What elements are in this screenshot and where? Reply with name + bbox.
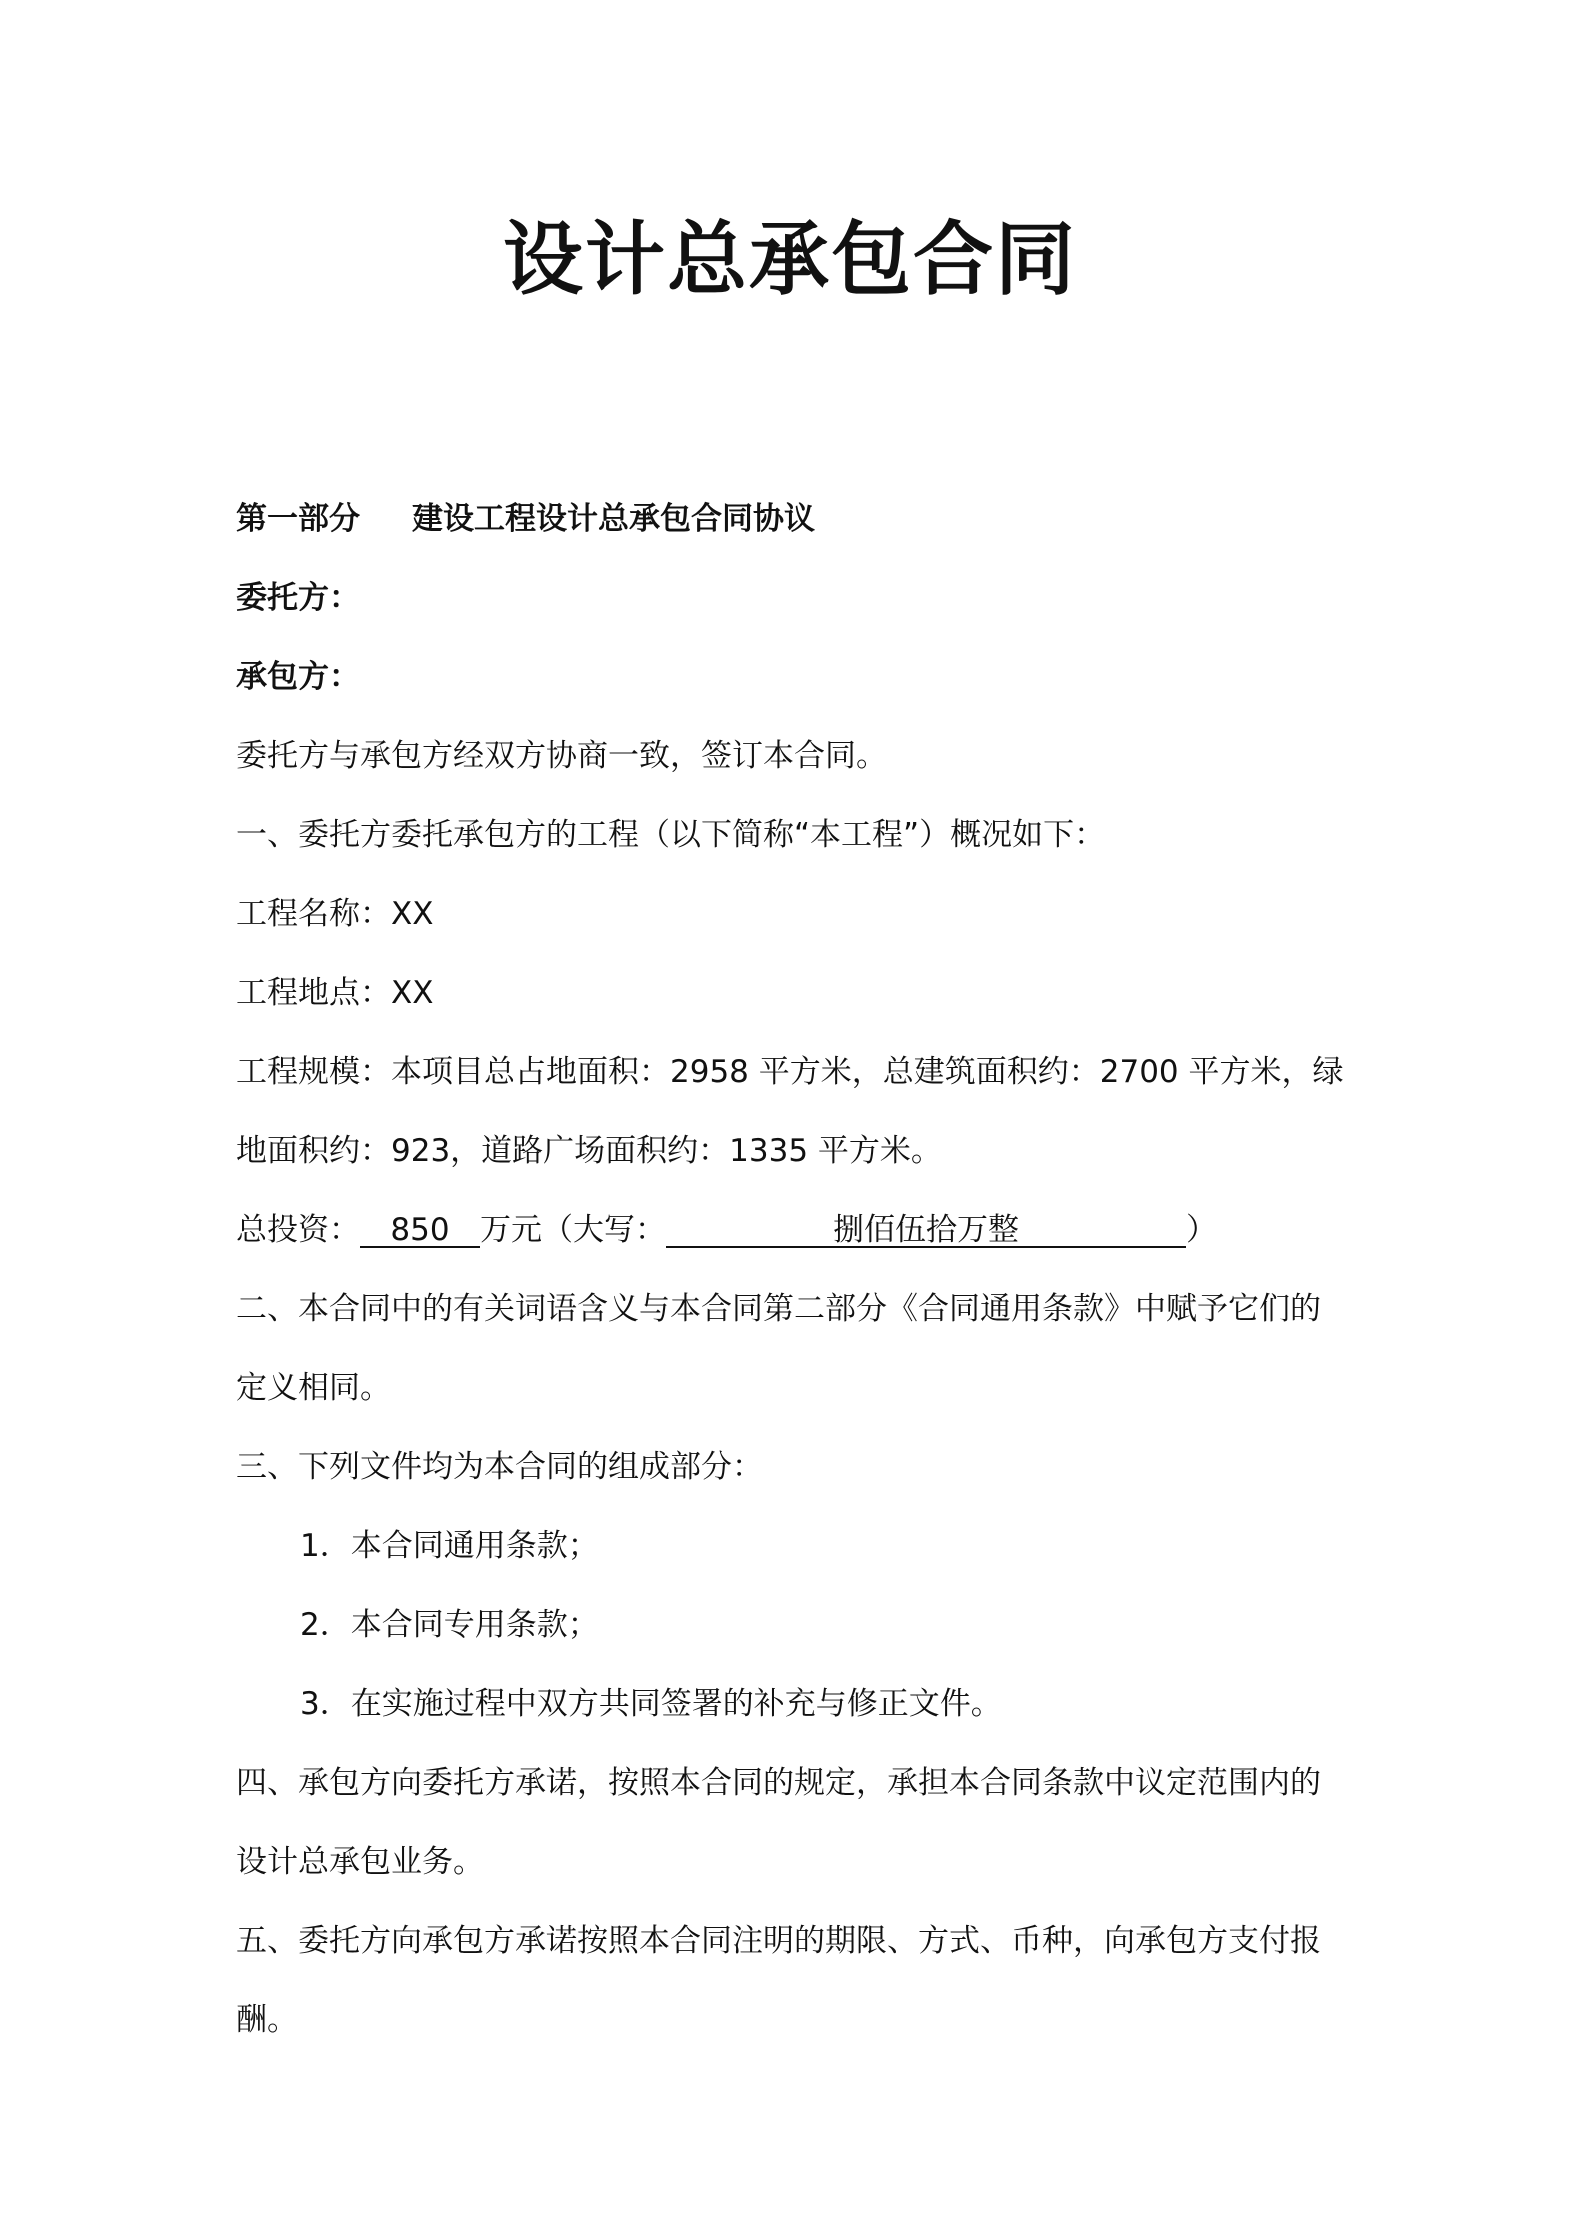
document-title: 设计总承包合同	[503, 213, 1077, 306]
project-name: 工程名称：XX	[236, 896, 434, 932]
project-scale-line-1: 工程规模：本项目总占地面积：2958 平方米，总建筑面积约：2700 平方米，绿	[236, 1054, 1344, 1090]
list-item: 2．本合同专用条款；	[300, 1607, 599, 1643]
clause-2-line-1: 二、本合同中的有关词语含义与本合同第二部分《合同通用条款》中赋予它们的	[236, 1291, 1321, 1327]
project-location: 工程地点：XX	[236, 975, 434, 1011]
clause-5-line-1: 五、委托方向承包方承诺按照本合同注明的期限、方式、币种，向承包方支付报	[236, 1923, 1321, 1959]
total-investment	[236, 1191, 1366, 1270]
project-scale-line-2: 地面积约：923，道路广场面积约：1335 平方米。	[236, 1133, 942, 1169]
clause-1-heading: 一、委托方委托承包方的工程（以下简称“本工程”）概况如下：	[236, 817, 1106, 853]
document-body	[236, 480, 1366, 2060]
investment-amount-field: 850	[360, 1214, 480, 1248]
investment-label: 总投资：	[236, 1212, 360, 1248]
clause-2-line-2: 定义相同。	[236, 1370, 391, 1406]
contractor-label: 承包方：	[236, 659, 360, 695]
clause-5-line-2: 酬。	[236, 2002, 298, 2038]
part-heading	[236, 480, 1366, 559]
list-item: 1．本合同通用条款；	[300, 1528, 599, 1564]
clause-4-line-2: 设计总承包业务。	[236, 1844, 484, 1880]
client-label: 委托方：	[236, 580, 360, 616]
clause-3-heading: 三、下列文件均为本合同的组成部分：	[236, 1449, 763, 1485]
part-title: 建设工程设计总承包合同协议	[412, 501, 815, 537]
investment-close: ）	[1186, 1212, 1217, 1248]
intro-paragraph: 委托方与承包方经双方协商一致，签订本合同。	[236, 738, 887, 774]
investment-chinese-field: 捌佰伍拾万整	[666, 1214, 1186, 1248]
clause-4-line-1: 四、承包方向委托方承诺，按照本合同的规定，承担本合同条款中议定范围内的	[236, 1765, 1321, 1801]
list-item: 3．在实施过程中双方共同签署的补充与修正文件。	[300, 1686, 1002, 1722]
part-label: 第一部分	[236, 501, 360, 537]
investment-unit: 万元（大写：	[480, 1212, 666, 1248]
